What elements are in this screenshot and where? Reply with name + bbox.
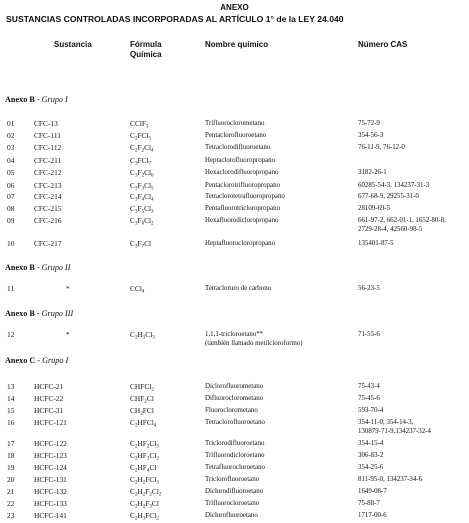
cas-number: 1717-00-6 bbox=[358, 512, 387, 519]
substance-code: HCFC-22 bbox=[34, 394, 64, 403]
formula-subscript: 3 bbox=[156, 480, 159, 486]
chemical-formula bbox=[130, 511, 159, 520]
substance-code: HCFC-132 bbox=[34, 487, 67, 496]
formula-subscript: 4 bbox=[151, 148, 154, 154]
chemical-name: Pentaclorofluoroetano bbox=[205, 132, 267, 139]
formula-subscript: 2 bbox=[134, 444, 138, 450]
row-number: 20 bbox=[7, 475, 15, 484]
chemical-formula bbox=[130, 330, 155, 339]
section-annex: Anexo B bbox=[5, 263, 35, 272]
document-subtitle: SUSTANCIAS CONTROLADAS INCORPORADAS AL ARTÍCULO 1° de la LEY 24.040 bbox=[6, 14, 344, 24]
formula-subscript: 5 bbox=[141, 209, 145, 215]
formula-part: C bbox=[130, 192, 135, 201]
formula-part: C bbox=[130, 418, 135, 427]
chemical-formula bbox=[130, 204, 154, 213]
formula-subscript: 4 bbox=[141, 289, 145, 295]
chemical-name: Pentaclorotrifluoropropano bbox=[205, 182, 281, 189]
cas-number: 811-95-0, 134237-34-6 bbox=[358, 476, 423, 483]
formula-subscript: 2 bbox=[142, 480, 146, 486]
formula-subscript: 2 bbox=[134, 423, 138, 429]
cas-number: 3182-26-1 bbox=[358, 169, 387, 176]
formula-part: Cl bbox=[151, 499, 159, 508]
formula-subscript: 3 bbox=[134, 161, 138, 167]
formula-subscript: 6 bbox=[141, 221, 145, 227]
formula-subscript: 2 bbox=[134, 480, 138, 486]
substance-code: CFC-215 bbox=[34, 204, 62, 213]
cas-number: 130879-71-9,134237-32-4 bbox=[358, 428, 431, 435]
chemical-formula bbox=[130, 156, 151, 165]
row-number: 19 bbox=[7, 463, 15, 472]
cas-number: 71-55-6 bbox=[358, 331, 380, 338]
formula-part: FCl bbox=[145, 475, 157, 484]
section-separator: - bbox=[34, 309, 42, 318]
formula-part: F bbox=[137, 192, 142, 201]
formula-part: FCl bbox=[145, 511, 157, 520]
formula-subscript: 3 bbox=[134, 244, 138, 250]
formula-subscript: 3 bbox=[149, 504, 152, 510]
col-header-sustancia: Sustancia bbox=[54, 40, 92, 49]
formula-part: F bbox=[137, 239, 142, 248]
substance-code: CFC-13 bbox=[34, 119, 58, 128]
formula-part: Cl bbox=[145, 330, 153, 339]
formula-part: C bbox=[130, 439, 135, 448]
section-annex: Anexo C bbox=[5, 356, 36, 365]
formula-part: FCl bbox=[137, 156, 149, 165]
row-number: 18 bbox=[7, 451, 15, 460]
chemical-name: Heptafluorocloropropano bbox=[205, 240, 276, 247]
chemical-name: Triclorofluoroetano bbox=[205, 476, 260, 483]
formula-part: CH bbox=[130, 406, 141, 415]
formula-subscript: 2 bbox=[149, 492, 152, 498]
row-number: 23 bbox=[7, 511, 15, 520]
formula-subscript: 2 bbox=[134, 492, 138, 498]
substance-code: HCFC-124 bbox=[34, 463, 67, 472]
formula-subscript: 2 bbox=[151, 387, 154, 393]
cas-number: 56-23-5 bbox=[358, 285, 380, 292]
formula-part: C bbox=[130, 204, 135, 213]
formula-part: C bbox=[130, 463, 135, 472]
formula-part: F bbox=[145, 487, 150, 496]
row-number: 01 bbox=[7, 119, 15, 128]
formula-part: F bbox=[137, 168, 142, 177]
substance-code: HCFC-141 bbox=[34, 511, 67, 520]
row-number: 03 bbox=[7, 143, 15, 152]
document-title: ANEXO bbox=[220, 3, 249, 12]
formula-subscript: 2 bbox=[140, 411, 143, 417]
formula-part: Cl bbox=[146, 394, 154, 403]
cas-number: 75-43-4 bbox=[358, 383, 380, 390]
cas-number: 60285-54-3, 134237-31-3 bbox=[358, 182, 430, 189]
chemical-formula bbox=[130, 418, 156, 427]
row-number: 05 bbox=[7, 168, 15, 177]
formula-part: C bbox=[130, 487, 135, 496]
substance-code: * bbox=[66, 284, 70, 293]
cas-number: 661-97-2, 662-01-1, 1652-80-8, bbox=[358, 217, 446, 224]
col-header-cas: Número CAS bbox=[358, 40, 408, 49]
chemical-name: Tetraclorofluoroetano bbox=[205, 419, 265, 426]
formula-subscript: 4 bbox=[146, 468, 150, 474]
formula-part: FCl bbox=[142, 406, 154, 415]
formula-subscript: 2 bbox=[151, 221, 154, 227]
formula-part: Cl bbox=[144, 204, 152, 213]
chemical-formula bbox=[130, 284, 144, 293]
substance-code: CFC-216 bbox=[34, 216, 62, 225]
chemical-formula bbox=[130, 216, 154, 225]
row-number: 07 bbox=[7, 192, 15, 201]
chemical-formula bbox=[130, 181, 154, 190]
row-number: 08 bbox=[7, 204, 15, 213]
cas-number: 593-70-4 bbox=[358, 407, 384, 414]
formula-subscript: 2 bbox=[142, 492, 146, 498]
formula-part: HFCl bbox=[137, 418, 154, 427]
chemical-name: 1,1,1-tricloroetano** bbox=[205, 331, 264, 338]
cas-number: 677-68-9, 29255-31-0 bbox=[358, 193, 419, 200]
formula-subscript: 2 bbox=[158, 492, 162, 498]
substance-code: HCFC-31 bbox=[34, 406, 64, 415]
chemical-name: Hexaclorodifluoropropano bbox=[205, 169, 279, 176]
formula-subscript: 7 bbox=[148, 161, 152, 167]
formula-part: CCl bbox=[130, 284, 142, 293]
formula-part: F bbox=[137, 143, 142, 152]
formula-subscript: 5 bbox=[148, 136, 152, 142]
row-number: 09 bbox=[7, 216, 15, 225]
row-number: 17 bbox=[7, 439, 15, 448]
formula-subscript: 3 bbox=[151, 209, 154, 215]
row-number: 06 bbox=[7, 181, 15, 190]
chemical-formula bbox=[130, 406, 154, 415]
formula-part: H bbox=[137, 475, 143, 484]
chemical-name: Tetraclorodifluoroetano bbox=[205, 144, 271, 151]
formula-part: C bbox=[130, 475, 135, 484]
formula-part: C bbox=[130, 168, 135, 177]
formula-part: H bbox=[137, 487, 143, 496]
col-header-nombre: Nombre químico bbox=[205, 40, 269, 49]
substance-code: HCFC-123 bbox=[34, 451, 67, 460]
section-heading bbox=[5, 263, 71, 272]
formula-subscript: 3 bbox=[134, 221, 138, 227]
formula-subscript: 3 bbox=[142, 335, 146, 341]
formula-subscript: 4 bbox=[141, 197, 145, 203]
cas-number: 354-25-6 bbox=[358, 464, 384, 471]
formula-subscript: 7 bbox=[141, 244, 145, 250]
formula-part: Cl bbox=[149, 451, 157, 460]
formula-part: C bbox=[130, 156, 135, 165]
chemical-name: Tetraclorotetrafluoropropano bbox=[205, 193, 285, 200]
formula-part: F bbox=[137, 204, 142, 213]
formula-subscript: 2 bbox=[134, 136, 138, 142]
row-number: 14 bbox=[7, 394, 15, 403]
formula-subscript: 3 bbox=[134, 209, 138, 215]
cas-number: 354-15-4 bbox=[358, 440, 384, 447]
substance-code: CFC-112 bbox=[34, 143, 62, 152]
row-number: 21 bbox=[7, 487, 15, 496]
substance-code: HCFC-122 bbox=[34, 439, 67, 448]
row-number: 22 bbox=[7, 499, 15, 508]
section-separator: - bbox=[34, 263, 42, 272]
section-heading bbox=[5, 309, 73, 318]
chemical-formula bbox=[130, 499, 159, 508]
formula-subscript: 6 bbox=[151, 173, 154, 179]
chemical-name: Difluoroclorometano bbox=[205, 395, 264, 402]
section-annex: Anexo B bbox=[5, 95, 35, 104]
chemical-formula bbox=[130, 168, 154, 177]
section-annex: Anexo B bbox=[5, 309, 35, 318]
section-group: Grupo I bbox=[42, 356, 69, 365]
row-number: 12 bbox=[7, 330, 15, 339]
formula-part: C bbox=[130, 239, 135, 248]
section-group: Grupo I bbox=[41, 95, 68, 104]
formula-part: C bbox=[130, 511, 135, 520]
chemical-name: Diclorodifluoroetano bbox=[205, 488, 264, 495]
chemical-name: (también llamado metilcloroformo) bbox=[205, 340, 303, 347]
formula-part: H bbox=[137, 499, 143, 508]
formula-part: Cl bbox=[144, 168, 152, 177]
chemical-name: Tetrafluorocloroetano bbox=[205, 464, 265, 471]
formula-part: FCl bbox=[137, 131, 149, 140]
formula-subscript: 2 bbox=[134, 504, 138, 510]
formula-subscript: 3 bbox=[134, 173, 138, 179]
section-separator: - bbox=[34, 95, 42, 104]
chemical-name: Diclorofluorometano bbox=[205, 383, 264, 390]
formula-part: HF bbox=[137, 439, 147, 448]
row-number: 15 bbox=[7, 406, 15, 415]
formula-subscript: 2 bbox=[134, 148, 138, 154]
substance-code: HCFC-121 bbox=[34, 418, 67, 427]
formula-subscript: 2 bbox=[134, 516, 138, 522]
formula-part: Cl bbox=[149, 439, 157, 448]
formula-subscript: 3 bbox=[156, 444, 159, 450]
chemical-name: Tetracloruro de carbono bbox=[205, 285, 272, 292]
formula-part: Cl bbox=[144, 239, 152, 248]
chemical-formula bbox=[130, 239, 151, 248]
formula-part: CHFCl bbox=[130, 382, 152, 391]
formula-subscript: 3 bbox=[134, 186, 138, 192]
section-heading bbox=[5, 356, 68, 365]
formula-part: HF bbox=[137, 451, 147, 460]
row-number: 13 bbox=[7, 382, 15, 391]
row-number: 10 bbox=[7, 239, 15, 248]
formula-part: C bbox=[130, 119, 135, 128]
substance-code: CFC-214 bbox=[34, 192, 62, 201]
cas-number: 2729-28-4, 42560-98-5 bbox=[358, 226, 423, 233]
chemical-formula bbox=[130, 143, 154, 152]
section-group: Grupo II bbox=[41, 263, 71, 272]
formula-part: CHF bbox=[130, 394, 145, 403]
formula-subscript: 2 bbox=[156, 516, 159, 522]
chemical-formula bbox=[130, 451, 159, 460]
chemical-formula bbox=[130, 463, 156, 472]
formula-part: Cl bbox=[144, 192, 152, 201]
formula-part: H bbox=[137, 511, 143, 520]
formula-part: C bbox=[130, 143, 135, 152]
row-number: 02 bbox=[7, 131, 15, 140]
chemical-name: Diclorofluoroetano bbox=[205, 512, 258, 519]
substance-code: CFC-217 bbox=[34, 239, 62, 248]
section-heading bbox=[5, 95, 68, 104]
chemical-formula bbox=[130, 131, 151, 140]
formula-part: C bbox=[130, 131, 135, 140]
formula-subscript: 2 bbox=[156, 456, 159, 462]
formula-subscript: 2 bbox=[146, 444, 150, 450]
cas-number: 75-88-7 bbox=[358, 500, 380, 507]
chemical-formula bbox=[130, 439, 159, 448]
formula-subscript: 4 bbox=[153, 423, 157, 429]
formula-part: Cl bbox=[144, 216, 152, 225]
section-group: Grupo III bbox=[41, 309, 74, 318]
cas-number: 1649-08-7 bbox=[358, 488, 387, 495]
formula-subscript: 2 bbox=[134, 335, 138, 341]
chemical-formula bbox=[130, 487, 161, 496]
formula-part: F bbox=[137, 181, 142, 190]
chemical-name: Fluoroclorometano bbox=[205, 407, 258, 414]
formula-part: HF bbox=[137, 463, 147, 472]
chemical-formula bbox=[130, 119, 149, 128]
substance-code: HCFC-21 bbox=[34, 382, 64, 391]
substance-code: HCFC-133 bbox=[34, 499, 67, 508]
chemical-formula bbox=[130, 475, 159, 484]
formula-part: Cl bbox=[149, 463, 157, 472]
substance-code: * bbox=[66, 330, 70, 339]
chemical-formula bbox=[130, 382, 154, 391]
formula-subscript: 2 bbox=[144, 399, 147, 405]
col-header-formula-line1: Fórmula bbox=[130, 40, 162, 49]
formula-subscript: 3 bbox=[142, 516, 146, 522]
cas-number: 76-11-9, 76-12-0 bbox=[358, 144, 405, 151]
formula-part: C bbox=[130, 330, 135, 339]
formula-subscript: 3 bbox=[134, 197, 138, 203]
substance-code: CFC-213 bbox=[34, 181, 62, 190]
cas-number: 354-56-3 bbox=[358, 132, 384, 139]
chemical-name: Trifluorocloroetano bbox=[205, 500, 260, 507]
cas-number: 306-83-2 bbox=[358, 452, 384, 459]
formula-subscript: 2 bbox=[141, 173, 145, 179]
formula-part: F bbox=[137, 216, 142, 225]
formula-subscript: 4 bbox=[151, 197, 154, 203]
chemical-name: Heptaclorofluoropropano bbox=[205, 157, 276, 164]
formula-part: Cl bbox=[144, 181, 152, 190]
formula-subscript: 3 bbox=[146, 124, 149, 130]
cas-number: 354-11-0, 354-14-3, bbox=[358, 419, 414, 426]
formula-subscript: 3 bbox=[146, 456, 150, 462]
row-number: 04 bbox=[7, 156, 15, 165]
cas-number: 75-45-6 bbox=[358, 395, 380, 402]
chemical-formula bbox=[130, 192, 154, 201]
formula-part: Cl bbox=[144, 143, 152, 152]
chemical-name: Hexafluorodicloropropano bbox=[205, 217, 279, 224]
chemical-formula bbox=[130, 394, 154, 403]
section-separator: - bbox=[35, 356, 43, 365]
formula-subscript: 5 bbox=[151, 186, 154, 192]
chemical-name: Trifluoroclorometano bbox=[205, 120, 265, 127]
cas-number: 75-72-9 bbox=[358, 120, 380, 127]
row-number: 11 bbox=[7, 284, 15, 293]
chemical-name: Pentafluorotricloropropano bbox=[205, 205, 281, 212]
substance-code: CFC-111 bbox=[34, 131, 61, 140]
formula-subscript: 3 bbox=[152, 335, 155, 341]
formula-subscript: 3 bbox=[141, 186, 145, 192]
formula-part: C bbox=[130, 499, 135, 508]
formula-subscript: 2 bbox=[142, 504, 146, 510]
formula-subscript: 2 bbox=[134, 468, 138, 474]
col-header-formula-line2: Química bbox=[130, 50, 162, 59]
formula-part: C bbox=[130, 451, 135, 460]
substance-code: HCFC-131 bbox=[34, 475, 67, 484]
formula-part: Cl bbox=[151, 487, 159, 496]
substance-code: CFC-211 bbox=[34, 156, 62, 165]
cas-number: 28109-69-5 bbox=[358, 205, 391, 212]
chemical-name: Trifluorodicloroetano bbox=[205, 452, 265, 459]
substance-code: CFC-212 bbox=[34, 168, 62, 177]
row-number: 16 bbox=[7, 418, 15, 427]
formula-subscript: 2 bbox=[134, 456, 138, 462]
formula-part: F bbox=[145, 499, 150, 508]
col-header-formula bbox=[130, 40, 162, 60]
cas-number: 135401-87-5 bbox=[358, 240, 394, 247]
formula-part: ClF bbox=[134, 119, 147, 128]
chemical-name: Triclorodifluoroetano bbox=[205, 440, 265, 447]
formula-subscript: 2 bbox=[141, 148, 145, 154]
formula-part: C bbox=[130, 216, 135, 225]
formula-part: H bbox=[137, 330, 143, 339]
formula-part: C bbox=[130, 181, 135, 190]
